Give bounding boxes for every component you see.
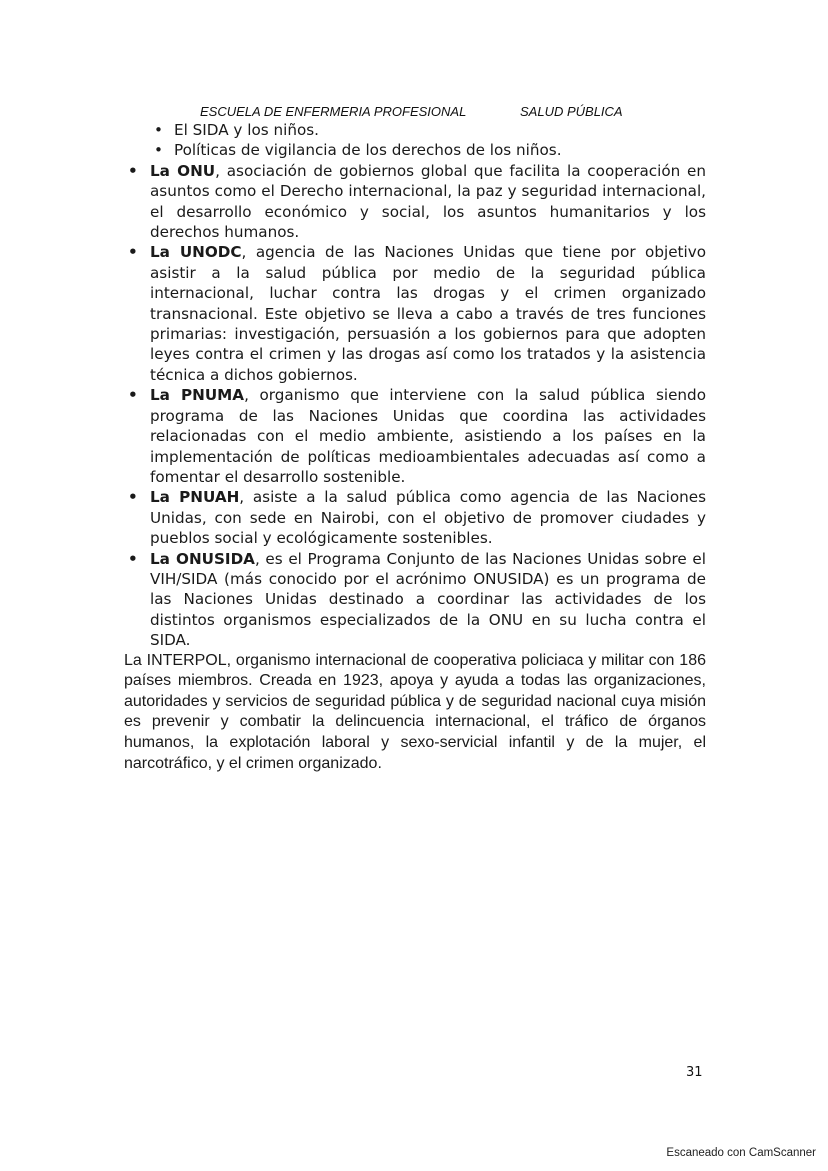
- header-subject: SALUD PÚBLICA: [520, 104, 623, 119]
- scanner-watermark: Escaneado con CamScanner: [666, 1147, 816, 1159]
- list-item-pnuah: [124, 487, 706, 548]
- term: La PNUMA: [150, 386, 245, 405]
- description: , organismo que interviene con la salud pública siendo programa de las Naciones Unidas que coordina las actividades relacionadas con el medio ambiente, asistiendo a los países en la implementación de políticas medioambientales adecuadas así como a fomentar el desarrollo sostenible.: [150, 386, 706, 486]
- sub-bullet-list: [152, 120, 706, 161]
- term: La ONU: [150, 161, 216, 180]
- header-school: ESCUELA DE ENFERMERIA PROFESIONAL: [200, 104, 467, 119]
- term: La UNODC: [150, 243, 242, 262]
- organization-list: [124, 161, 706, 651]
- document-body: [124, 120, 706, 774]
- page-number: 31: [686, 1065, 703, 1080]
- description: , asiste a la salud pública como agencia de las Naciones Unidas, con sede en Nairobi, con el objetivo de promover ciudades y pueblos social y ecológicamente sostenibles.: [150, 488, 706, 548]
- list-item: • El SIDA y los niños.: [152, 120, 706, 140]
- description: , agencia de las Naciones Unidas que tiene por objetivo asistir a la salud pública por medio de la seguridad pública internacional, luchar contra las drogas y el crimen organizado transnacional. Este objetivo se lleva a cabo a través de tres funciones primarias: investigación, persuasión a los gobiernos para que adopten leyes contra el crimen y las drogas así como los tratados y la asistencia técnica a dichos gobiernos.: [150, 243, 707, 384]
- list-item-onu: [124, 161, 706, 243]
- list-item-onusida: [124, 549, 706, 651]
- term: La ONUSIDA: [150, 549, 255, 568]
- list-item: • Políticas de vigilancia de los derechos de los niños.: [152, 140, 706, 160]
- description: , es el Programa Conjunto de las Naciones Unidas sobre el VIH/SIDA (más conocido por el acrónimo ONUSIDA) es un programa de las Naciones Unidas destinado a coordinar las actividades de los distintos organismos especializados de la ONU en su lucha contra el SIDA.: [150, 549, 706, 650]
- term: La PNUAH: [150, 488, 240, 507]
- list-item-unodc: [124, 242, 706, 385]
- interpol-paragraph: La INTERPOL, organismo internacional de cooperativa policiaca y militar con 186 países miembros. Creada en 1923, apoya y ayuda a todas las organizaciones, autoridades y servicios de seguridad pública y de seguridad nacional cuya misión es prevenir y combatir la delincuencia internacional, el tráfico de órganos humanos, la explotación laboral y sexo-servicial infantil y de la mujer, el narcotráfico, y el crimen organizado.: [124, 651, 706, 772]
- list-item-pnuma: [124, 385, 706, 487]
- description: , asociación de gobiernos global que facilita la cooperación en asuntos como el Derecho internacional, la paz y seguridad internacional, el desarrollo económico y social, los asuntos humanitarios y los derechos humanos.: [150, 161, 707, 242]
